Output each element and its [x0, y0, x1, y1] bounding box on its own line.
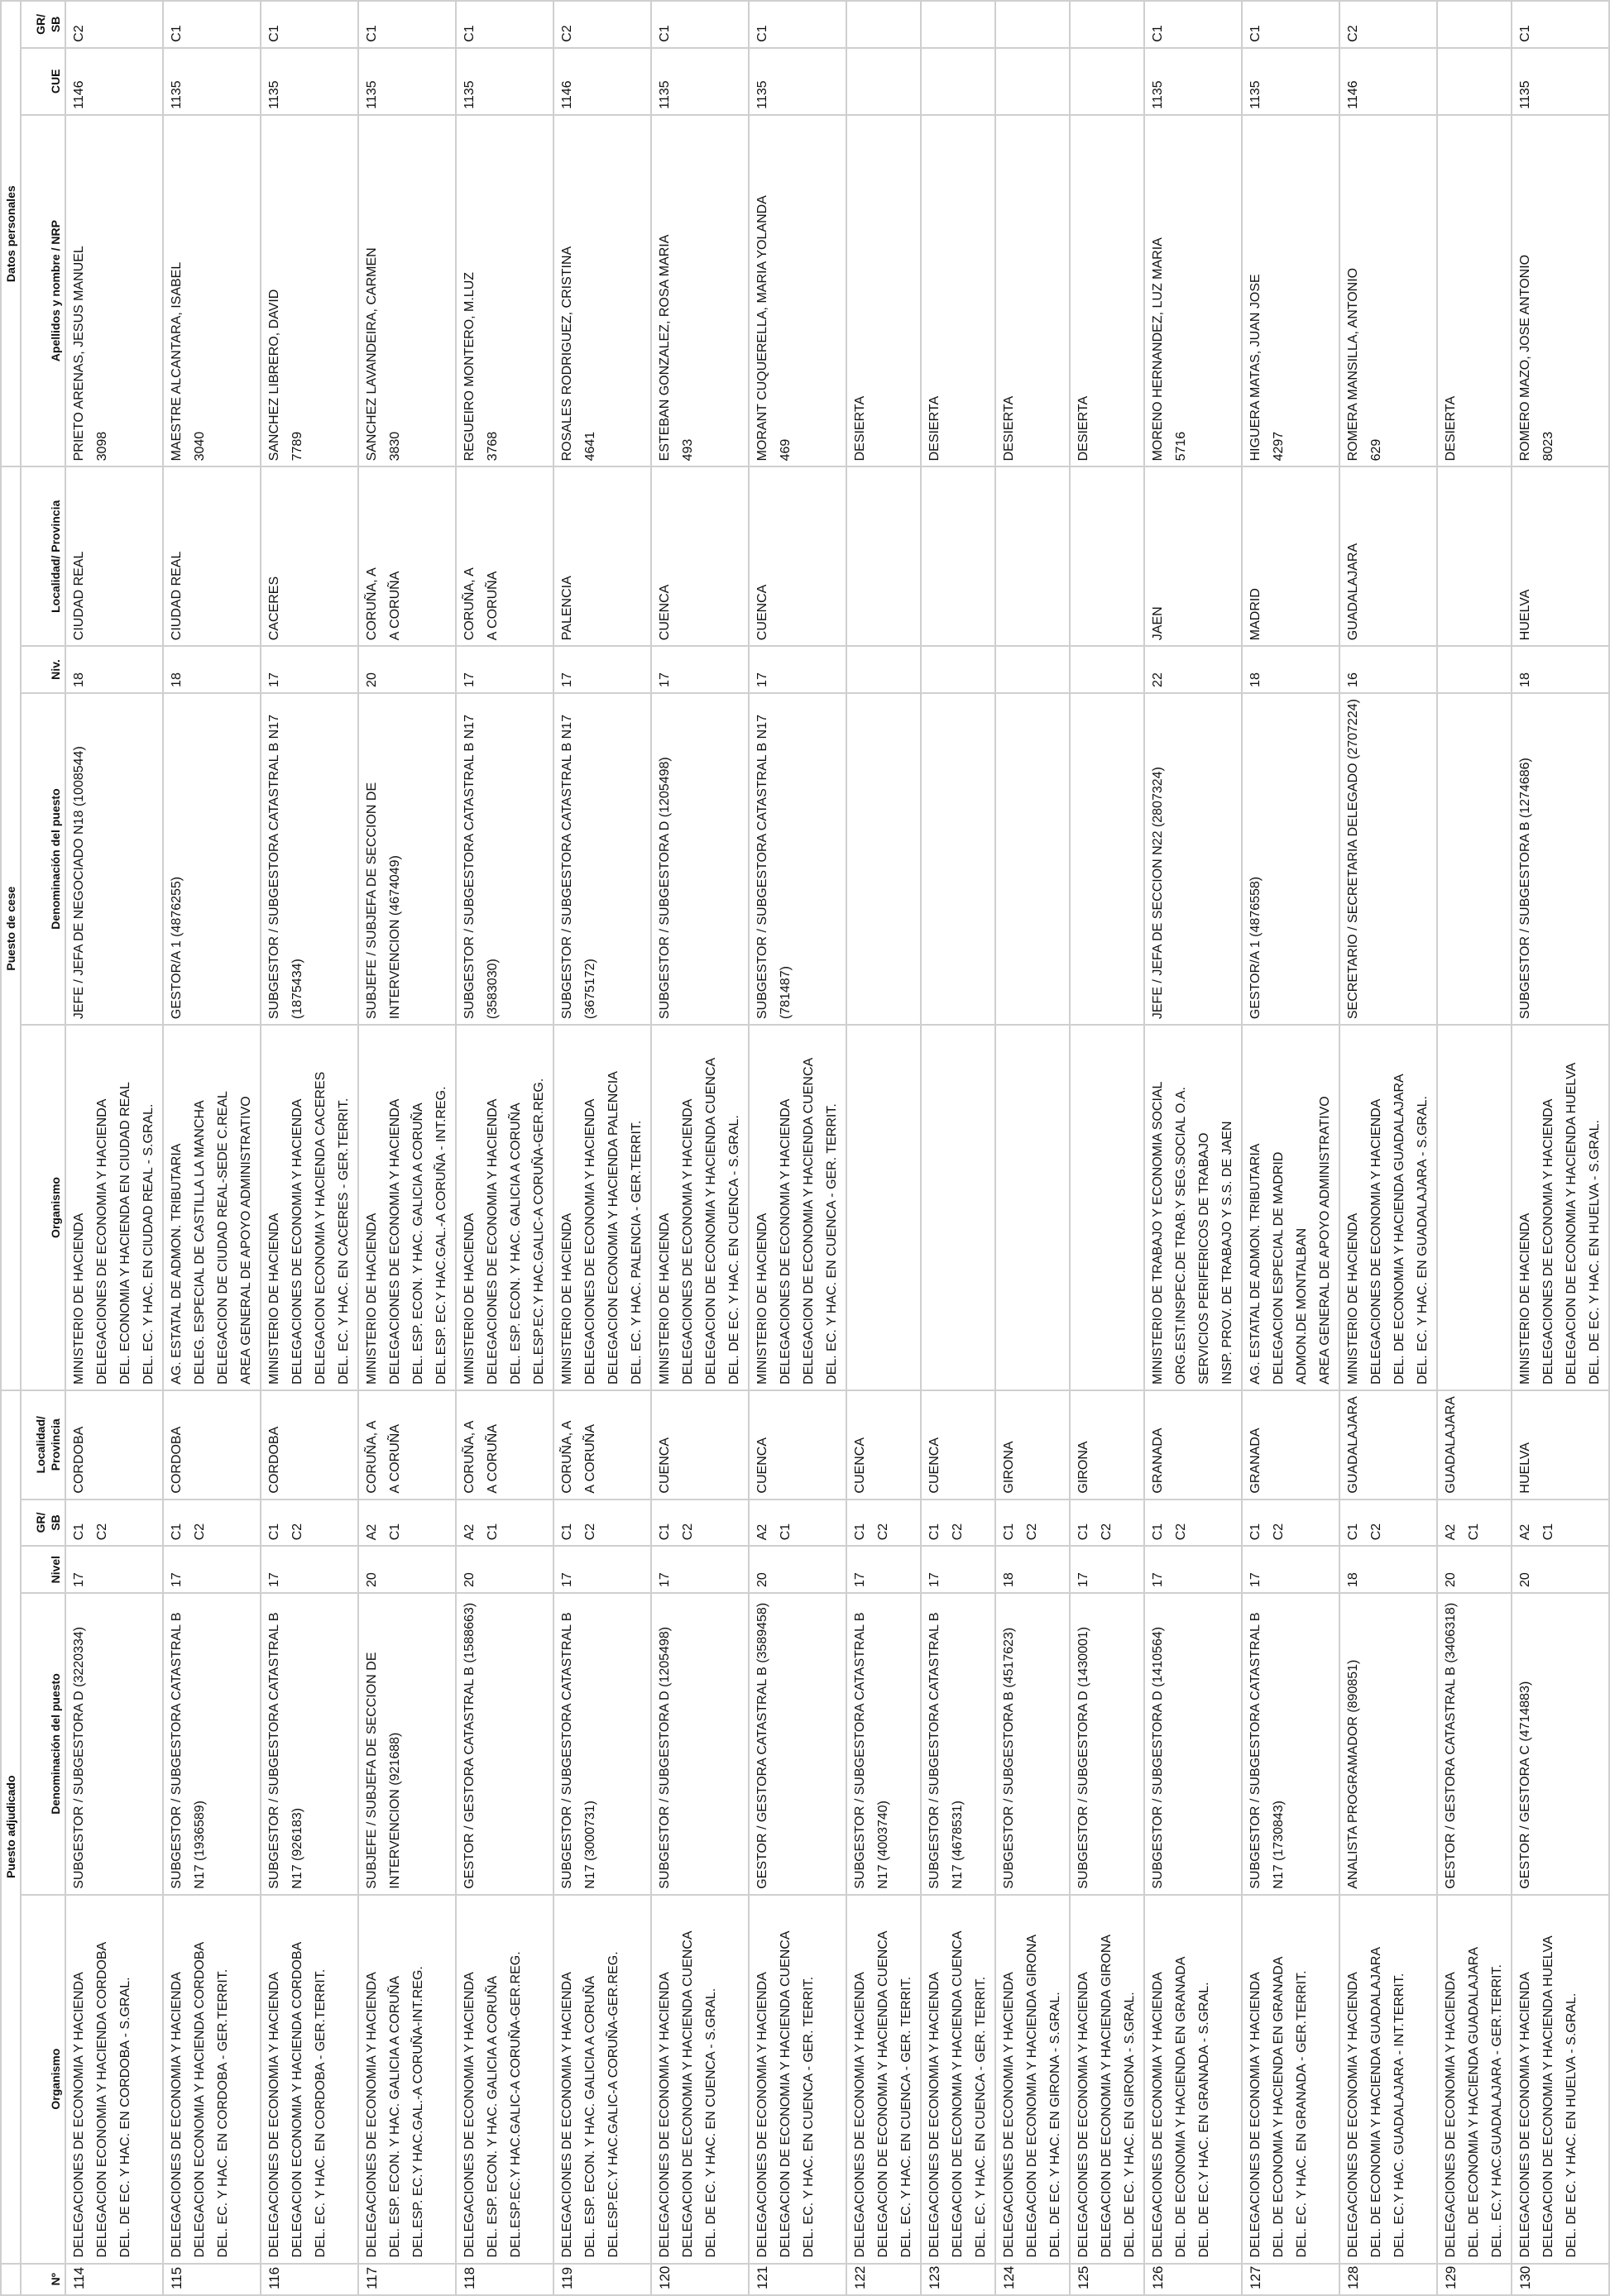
- row-apellidos: DESIERTA: [995, 115, 1070, 467]
- row-num: 126: [1144, 2264, 1242, 2295]
- row-localidad: GRANADA: [1144, 1390, 1242, 1500]
- row-num: 125: [1070, 2264, 1144, 2295]
- row-cue: 1146: [65, 48, 163, 115]
- row-num: 120: [651, 2264, 749, 2295]
- row-denominacion: SUBGESTOR / SUBGESTORA CATASTRAL B N17 (3000731): [553, 1593, 651, 1895]
- col-grsb: GR/ SB: [21, 1500, 65, 1547]
- row-grsb: A2 C1: [456, 1500, 553, 1547]
- row-cese-denominacion: SECRETARIO / SECRETARIA DELEGADO (2707224): [1339, 693, 1437, 1025]
- row-cese-denominacion: [921, 693, 995, 1025]
- row-cese-niv: [995, 646, 1070, 693]
- row-cese-niv: 17: [651, 646, 749, 693]
- row-cese-localidad: HUELVA: [1512, 466, 1609, 646]
- row-cese-denominacion: SUBJEFE / SUBJEFA DE SECCION DE INTERVENCION (4674049): [358, 693, 456, 1025]
- row-localidad: GUADALAJARA: [1339, 1390, 1437, 1500]
- row-apellidos: ROMERA MANSILLA, ANTONIO 629: [1339, 115, 1437, 467]
- row-nivel: 17: [1070, 1546, 1144, 1593]
- row-organismo: DELEGACIONES DE ECONOMIA Y HACIENDA DELEGACION DE ECONOMIA Y HACIENDA CUENCA DEL. EC. Y HAC. EN CUENCA - GER. TERRIT.: [846, 1895, 921, 2264]
- row-cese-localidad: CIUDAD REAL: [163, 466, 261, 646]
- row-cese-localidad: MADRID: [1242, 466, 1339, 646]
- row-cese-niv: 18: [1242, 646, 1339, 693]
- row-cese-denominacion: [1070, 693, 1144, 1025]
- row-grsb2: [846, 1, 921, 48]
- row-localidad: CORDOBA: [65, 1390, 163, 1500]
- row-cue: 1135: [163, 48, 261, 115]
- row-cese-niv: 22: [1144, 646, 1242, 693]
- row-grsb: A2 C1: [1437, 1500, 1512, 1547]
- row-num: 118: [456, 2264, 553, 2295]
- row-cese-niv: 17: [749, 646, 846, 693]
- row-cese-localidad: CUENCA: [651, 466, 749, 646]
- row-localidad: GIRONA: [1070, 1390, 1144, 1500]
- row-cue: 1135: [456, 48, 553, 115]
- row-num: 127: [1242, 2264, 1339, 2295]
- row-cue: 1135: [749, 48, 846, 115]
- row-num: 128: [1339, 2264, 1437, 2295]
- table-row: [846, 1, 921, 2295]
- row-cese-organismo: MINISTERIO DE HACIENDA DELEGACIONES DE ECONOMIA Y HACIENDA DEL. DE ECONOMIA Y HACIENDA GUADALAJARA DEL. EC. Y HAC. EN GUADALAJARA - S.GRAL.: [1339, 1025, 1437, 1390]
- row-cese-organismo: MINISTERIO DE HACIENDA DELEGACIONES DE ECONOMIA Y HACIENDA DEL. ESP. ECON. Y HAC. GALICIA A CORUÑA DEL.ESP.EC.Y HAC.GALIC-A CORUÑA-GER.REG.: [456, 1025, 553, 1390]
- row-cese-organismo: MINISTERIO DE HACIENDA DELEGACIONES DE ECONOMIA Y HACIENDA DELEGACION ECONOMIA Y HACIENDA CACERES DEL. EC. Y HAC. EN CACERES - GER.TERRIT.: [261, 1025, 358, 1390]
- row-localidad: CORUÑA, A A CORUÑA: [456, 1390, 553, 1500]
- row-cese-denominacion: SUBGESTOR / SUBGESTORA CATASTRAL B N17 (1875434): [261, 693, 358, 1025]
- table-row: [1512, 1, 1609, 2295]
- row-grsb: A2 C1: [358, 1500, 456, 1547]
- row-nivel: 17: [651, 1546, 749, 1593]
- table-row: [261, 1, 358, 2295]
- row-cese-organismo: [1070, 1025, 1144, 1390]
- row-denominacion: SUBGESTOR / SUBGESTORA D (1205498): [651, 1593, 749, 1895]
- row-denominacion: SUBGESTOR / SUBGESTORA D (3220334): [65, 1593, 163, 1895]
- row-cese-niv: 18: [65, 646, 163, 693]
- table-row: [1242, 1, 1339, 2295]
- row-grsb: C1 C2: [1070, 1500, 1144, 1547]
- table-row: [995, 1, 1070, 2295]
- row-grsb: C1 C2: [1339, 1500, 1437, 1547]
- row-grsb2: C1: [1242, 1, 1339, 48]
- row-apellidos: MORANT CUQUERELLA, MARIA YOLANDA 469: [749, 115, 846, 467]
- row-organismo: DELEGACIONES DE ECONOMIA Y HACIENDA DEL. DE ECONOMIA Y HACIENDA GUADALAJARA DEL.. EC.Y HAC.GUADALAJARA - GER.TERRIT.: [1437, 1895, 1512, 2264]
- row-cese-niv: [846, 646, 921, 693]
- row-cese-localidad: [1070, 466, 1144, 646]
- row-cese-localidad: CORUÑA, A A CORUÑA: [456, 466, 553, 646]
- row-organismo: DELEGACIONES DE ECONOMIA Y HACIENDA DELEGACION DE ECONOMIA Y HACIENDA HUELVA DEL. DE EC. Y HAC. EN HUELVA - S.GRAL.: [1512, 1895, 1609, 2264]
- row-cese-organismo: AG. ESTATAL DE ADMON. TRIBUTARIA DELEGACION ESPECIAL DE MADRID ADMON.DE MONTALBAN AREA GENERAL DE APOYO ADMINISTRATIVO: [1242, 1025, 1339, 1390]
- row-grsb2: C1: [1512, 1, 1609, 48]
- row-cue: [846, 48, 921, 115]
- row-apellidos: MAESTRE ALCANTARA, ISABEL 3040: [163, 115, 261, 467]
- table-row: [358, 1, 456, 2295]
- row-cese-localidad: CUENCA: [749, 466, 846, 646]
- row-num: 124: [995, 2264, 1070, 2295]
- table-row: [651, 1, 749, 2295]
- row-localidad: CORUÑA, A A CORUÑA: [553, 1390, 651, 1500]
- row-cese-organismo: MINISTERIO DE HACIENDA DELEGACIONES DE ECONOMIA Y HACIENDA DELEGACION DE ECONOMIA Y HACIENDA CUENCA DEL. EC. Y HAC. EN CUENCA - GER. TERRIT.: [749, 1025, 846, 1390]
- row-organismo: DELEGACIONES DE ECONOMIA Y HACIENDA DELEGACION ECONOMIA Y HACIENDA CORDOBA DEL. EC. Y HAC. EN CORDOBA - GER.TERRIT.: [261, 1895, 358, 2264]
- row-nivel: 20: [1512, 1546, 1609, 1593]
- row-apellidos: DESIERTA: [921, 115, 995, 467]
- row-cese-localidad: [846, 466, 921, 646]
- row-num: 123: [921, 2264, 995, 2295]
- row-cese-niv: [1070, 646, 1144, 693]
- row-grsb2: [995, 1, 1070, 48]
- row-localidad: CORUÑA, A A CORUÑA: [358, 1390, 456, 1500]
- row-apellidos: REGUEIRO MONTERO, M.LUZ 3768: [456, 115, 553, 467]
- row-apellidos: ROMERO MAZO, JOSE ANTONIO 8023: [1512, 115, 1609, 467]
- row-organismo: DELEGACIONES DE ECONOMIA Y HACIENDA DELEGACION ECONOMIA Y HACIENDA CORDOBA DEL. EC. Y HAC. EN CORDOBA - GER.TERRIT.: [163, 1895, 261, 2264]
- row-num: 114: [65, 2264, 163, 2295]
- row-cese-organismo: [846, 1025, 921, 1390]
- table-row: [1339, 1, 1437, 2295]
- row-apellidos: DESIERTA: [846, 115, 921, 467]
- row-localidad: GRANADA: [1242, 1390, 1339, 1500]
- table-row: [1144, 1, 1242, 2295]
- col-denominacion: Denominación del puesto: [21, 1593, 65, 1895]
- row-localidad: CUENCA: [921, 1390, 995, 1500]
- row-apellidos: MORENO HERNANDEZ, LUZ MARIA 5716: [1144, 115, 1242, 467]
- row-num: 115: [163, 2264, 261, 2295]
- row-organismo: DELEGACIONES DE ECONOMIA Y HACIENDA DEL. ESP. ECON. Y HAC. GALICIA A CORUÑA DEL.ESP.EC.Y HAC.GALIC-A CORUÑA-GER.REG.: [553, 1895, 651, 2264]
- row-grsb: C1 C2: [1144, 1500, 1242, 1547]
- row-num: 129: [1437, 2264, 1512, 2295]
- row-cese-niv: 17: [261, 646, 358, 693]
- row-cese-localidad: [995, 466, 1070, 646]
- row-grsb2: C1: [651, 1, 749, 48]
- row-cue: [1070, 48, 1144, 115]
- row-grsb: A2 C1: [1512, 1500, 1609, 1547]
- row-cese-organismo: [921, 1025, 995, 1390]
- row-grsb: C1 C2: [553, 1500, 651, 1547]
- row-nivel: 20: [358, 1546, 456, 1593]
- row-apellidos: SANCHEZ LAVANDEIRA, CARMEN 3830: [358, 115, 456, 467]
- row-cese-localidad: GUADALAJARA: [1339, 466, 1437, 646]
- row-grsb2: C1: [456, 1, 553, 48]
- table-row: [921, 1, 995, 2295]
- table-row: [553, 1, 651, 2295]
- row-grsb2: [1070, 1, 1144, 48]
- row-denominacion: GESTOR / GESTORA CATASTRAL B (3406318): [1437, 1593, 1512, 1895]
- row-grsb2: C2: [553, 1, 651, 48]
- table-row: [749, 1, 846, 2295]
- row-cese-organismo: AG. ESTATAL DE ADMON. TRIBUTARIA DELEG. ESPECIAL DE CASTILLA LA MANCHA DELEGACION DE CIUDAD REAL-SEDE C.REAL AREA GENERAL DE APOYO ADMINISTRATIVO: [163, 1025, 261, 1390]
- row-cese-niv: 17: [553, 646, 651, 693]
- row-nivel: 18: [995, 1546, 1070, 1593]
- row-grsb2: [921, 1, 995, 48]
- row-cue: 1146: [1339, 48, 1437, 115]
- row-localidad: CUENCA: [846, 1390, 921, 1500]
- table-row: [65, 1, 163, 2295]
- row-cue: [1437, 48, 1512, 115]
- table-row: [1070, 1, 1144, 2295]
- row-organismo: DELEGACIONES DE ECONOMIA Y HACIENDA DELEGACION DE ECONOMIA Y HACIENDA CUENCA DEL. EC. Y HAC. EN CUENCA - GER. TERRIT.: [921, 1895, 995, 2264]
- row-cue: 1135: [1144, 48, 1242, 115]
- row-cue: [995, 48, 1070, 115]
- row-localidad: HUELVA: [1512, 1390, 1609, 1500]
- col-cese-organismo: Organismo: [21, 1025, 65, 1390]
- row-denominacion: ANALISTA PROGRAMADOR (890851): [1339, 1593, 1437, 1895]
- row-num: 117: [358, 2264, 456, 2295]
- row-organismo: DELEGACIONES DE ECONOMIA Y HACIENDA DELEGACION DE ECONOMIA Y HACIENDA CUENCA DEL. EC. Y HAC. EN CUENCA - GER. TERRIT.: [749, 1895, 846, 2264]
- table-row: [456, 1, 553, 2295]
- row-cue: 1135: [651, 48, 749, 115]
- row-apellidos: ESTEBAN GONZALEZ, ROSA MARIA 493: [651, 115, 749, 467]
- row-nivel: 17: [261, 1546, 358, 1593]
- row-grsb2: C1: [358, 1, 456, 48]
- row-localidad: GIRONA: [995, 1390, 1070, 1500]
- row-denominacion: SUBGESTOR / SUBGESTORA D (1430001): [1070, 1593, 1144, 1895]
- row-nivel: 17: [921, 1546, 995, 1593]
- row-cese-localidad: [921, 466, 995, 646]
- row-apellidos: SANCHEZ LIBRERO, DAVID 7789: [261, 115, 358, 467]
- row-cese-organismo: [995, 1025, 1070, 1390]
- row-cese-niv: 17: [456, 646, 553, 693]
- group-personales: Datos personales: [1, 1, 21, 466]
- row-cese-niv: 18: [163, 646, 261, 693]
- col-cue: CUE: [21, 48, 65, 115]
- row-localidad: CUENCA: [651, 1390, 749, 1500]
- row-cese-denominacion: SUBGESTOR / SUBGESTORA CATASTRAL B N17 (3675172): [553, 693, 651, 1025]
- table-row: [163, 1, 261, 2295]
- row-grsb: C1 C2: [921, 1500, 995, 1547]
- row-cese-organismo: MINISTERIO DE HACIENDA DELEGACIONES DE ECONOMIA Y HACIENDA DEL. ESP. ECON. Y HAC. GALICIA A CORUÑA DEL.ESP. EC.Y HAC.GAL.-A CORUÑA - INT.REG.: [358, 1025, 456, 1390]
- row-num: 121: [749, 2264, 846, 2295]
- row-cese-localidad: PALENCIA: [553, 466, 651, 646]
- row-denominacion: GESTOR / GESTORA CATASTRAL B (3589458): [749, 1593, 846, 1895]
- row-cue: 1135: [1512, 48, 1609, 115]
- row-cese-niv: 18: [1512, 646, 1609, 693]
- row-grsb: C1 C2: [65, 1500, 163, 1547]
- row-cese-localidad: CORUÑA, A A CORUÑA: [358, 466, 456, 646]
- group-adjudicado: Puesto adjudicado: [1, 1390, 21, 2264]
- row-grsb: C1 C2: [651, 1500, 749, 1547]
- row-apellidos: PRIETO ARENAS, JESUS MANUEL 3098: [65, 115, 163, 467]
- row-nivel: 17: [553, 1546, 651, 1593]
- row-grsb: C1 C2: [1242, 1500, 1339, 1547]
- row-cese-denominacion: [846, 693, 921, 1025]
- row-localidad: CORDOBA: [163, 1390, 261, 1500]
- row-denominacion: SUBGESTOR / SUBGESTORA CATASTRAL B N17 (1730843): [1242, 1593, 1339, 1895]
- row-denominacion: SUBGESTOR / SUBGESTORA CATASTRAL B N17 (4678531): [921, 1593, 995, 1895]
- row-grsb2: C1: [1144, 1, 1242, 48]
- row-grsb2: C1: [749, 1, 846, 48]
- row-localidad: GUADALAJARA: [1437, 1390, 1512, 1500]
- row-nivel: 17: [65, 1546, 163, 1593]
- row-cese-niv: 20: [358, 646, 456, 693]
- row-cue: 1135: [261, 48, 358, 115]
- row-cese-niv: 16: [1339, 646, 1437, 693]
- row-apellidos: DESIERTA: [1070, 115, 1144, 467]
- row-denominacion: SUBGESTOR / SUBGESTORA CATASTRAL B N17 (4003740): [846, 1593, 921, 1895]
- row-nivel: 17: [846, 1546, 921, 1593]
- row-cese-denominacion: [1437, 693, 1512, 1025]
- row-cese-organismo: [1437, 1025, 1512, 1390]
- row-organismo: DELEGACIONES DE ECONOMIA Y HACIENDA DELEGACION DE ECONOMIA Y HACIENDA GIRONA DEL. DE EC. Y HAC. EN GIRONA - S.GRAL.: [995, 1895, 1070, 2264]
- row-cese-organismo: MINISTERIO DE HACIENDA DELEGACIONES DE ECONOMIA Y HACIENDA DEL. ECONOMIA Y HACIENDA EN CIUDAD REAL DEL. EC. Y HAC. EN CIUDAD REAL - S.GRAL.: [65, 1025, 163, 1390]
- row-cese-denominacion: SUBGESTOR / SUBGESTORA B (1274686): [1512, 693, 1609, 1025]
- row-num: 130: [1512, 2264, 1609, 2295]
- row-apellidos: DESIERTA: [1437, 115, 1512, 467]
- row-organismo: DELEGACIONES DE ECONOMIA Y HACIENDA DELEGACION DE ECONOMIA Y HACIENDA CUENCA DEL. DE EC. Y HAC. EN CUENCA - S.GRAL.: [651, 1895, 749, 2264]
- col-num: Nº: [21, 2264, 65, 2295]
- row-organismo: DELEGACIONES DE ECONOMIA Y HACIENDA DELEGACION DE ECONOMIA Y HACIENDA GIRONA DEL. DE EC. Y HAC. EN GIRONA - S.GRAL.: [1070, 1895, 1144, 2264]
- row-nivel: 17: [1242, 1546, 1339, 1593]
- col-cese-localidad: Localidad/ Provincia: [21, 466, 65, 646]
- row-grsb: C1 C2: [163, 1500, 261, 1547]
- row-num: 119: [553, 2264, 651, 2295]
- col-cese-denominacion: Denominación del puesto: [21, 693, 65, 1025]
- row-grsb2: C2: [65, 1, 163, 48]
- row-cue: 1135: [358, 48, 456, 115]
- row-denominacion: SUBGESTOR / SUBGESTORA CATASTRAL B N17 (926183): [261, 1593, 358, 1895]
- table-body: [65, 1, 1609, 2295]
- row-nivel: 17: [1144, 1546, 1242, 1593]
- row-cese-denominacion: [995, 693, 1070, 1025]
- row-cese-localidad: [1437, 466, 1512, 646]
- row-localidad: CORDOBA: [261, 1390, 358, 1500]
- row-cue: [921, 48, 995, 115]
- row-nivel: 20: [749, 1546, 846, 1593]
- row-cese-denominacion: JEFE / JEFA DE NEGOCIADO N18 (1008544): [65, 693, 163, 1025]
- row-cese-organismo: MINISTERIO DE HACIENDA DELEGACIONES DE ECONOMIA Y HACIENDA DELEGACION ECONOMIA Y HACIENDA PALENCIA DEL. EC. Y HAC. PALENCIA - GER.TERRIT.: [553, 1025, 651, 1390]
- row-organismo: DELEGACIONES DE ECONOMIA Y HACIENDA DEL. ESP. ECON. Y HAC. GALICIA A CORUÑA DEL.ESP. EC.Y HAC.GAL.-A CORUÑA-INT.REG.: [358, 1895, 456, 2264]
- row-grsb2: C1: [261, 1, 358, 48]
- row-grsb2: C2: [1339, 1, 1437, 48]
- row-cese-denominacion: SUBGESTOR / SUBGESTORA CATASTRAL B N17 (3583030): [456, 693, 553, 1025]
- row-cue: 1135: [1242, 48, 1339, 115]
- row-denominacion: SUBGESTOR / SUBGESTORA D (1410564): [1144, 1593, 1242, 1895]
- row-num: 122: [846, 2264, 921, 2295]
- row-cese-organismo: MINISTERIO DE HACIENDA DELEGACIONES DE ECONOMIA Y HACIENDA DELEGACION DE ECONOMIA Y HACIENDA HUELVA DEL. DE EC. Y HAC. EN HUELVA - S.GRAL.: [1512, 1025, 1609, 1390]
- row-cese-localidad: CACERES: [261, 466, 358, 646]
- row-organismo: DELEGACIONES DE ECONOMIA Y HACIENDA DEL. DE ECONOMIA Y HACIENDA GUADALAJARA DEL. EC.Y HAC. GUADALAJARA - INT.TERRIT.: [1339, 1895, 1437, 2264]
- row-cese-niv: [921, 646, 995, 693]
- row-cese-localidad: JAEN: [1144, 466, 1242, 646]
- row-apellidos: ROSALES RODRIGUEZ, CRISTINA 4641: [553, 115, 651, 467]
- row-denominacion: GESTOR / GESTORA C (4714883): [1512, 1593, 1609, 1895]
- table-row: [1437, 1, 1512, 2295]
- row-cese-niv: [1437, 646, 1512, 693]
- row-grsb: A2 C1: [749, 1500, 846, 1547]
- row-nivel: 20: [456, 1546, 553, 1593]
- row-cese-denominacion: SUBGESTOR / SUBGESTORA D (1205498): [651, 693, 749, 1025]
- row-organismo: DELEGACIONES DE ECONOMIA Y HACIENDA DEL. DE ECONOMIA Y HACIENDA EN GRANADA DEL. EC. Y HAC. EN GRANADA - GER.TERRIT.: [1242, 1895, 1339, 2264]
- row-grsb: C1 C2: [995, 1500, 1070, 1547]
- row-organismo: DELEGACIONES DE ECONOMIA Y HACIENDA DEL. ESP. ECON. Y HAC. GALICIA A CORUÑA DEL.ESP.EC.Y HAC.GALIC-A CORUÑA-GER.REG.: [456, 1895, 553, 2264]
- row-nivel: 20: [1437, 1546, 1512, 1593]
- row-apellidos: HIGUERA MATAS, JUAN JOSE 4297: [1242, 115, 1339, 467]
- row-denominacion: SUBJEFE / SUBJEFA DE SECCION DE INTERVENCION (921688): [358, 1593, 456, 1895]
- row-num: 116: [261, 2264, 358, 2295]
- row-nivel: 17: [163, 1546, 261, 1593]
- col-apellidos: Apellidos y nombre / NRP: [21, 115, 65, 467]
- col-organismo: Organismo: [21, 1895, 65, 2264]
- group-empty: [1, 2264, 21, 2295]
- group-cese: Puesto de cese: [1, 466, 21, 1390]
- col-nivel: Nivel: [21, 1546, 65, 1593]
- row-cese-denominacion: GESTOR/A 1 (4876558): [1242, 693, 1339, 1025]
- row-cue: 1146: [553, 48, 651, 115]
- row-cese-organismo: MINISTERIO DE HACIENDA DELEGACIONES DE ECONOMIA Y HACIENDA DELEGACION DE ECONOMIA Y HACIENDA CUENCA DEL. DE EC. Y HAC. EN CUENCA - S.GRAL.: [651, 1025, 749, 1390]
- row-denominacion: SUBGESTOR / SUBGESTORA CATASTRAL B N17 (1936589): [163, 1593, 261, 1895]
- row-grsb: C1 C2: [846, 1500, 921, 1547]
- row-cese-localidad: CIUDAD REAL: [65, 466, 163, 646]
- row-cese-denominacion: SUBGESTOR / SUBGESTORA CATASTRAL B N17 (781487): [749, 693, 846, 1025]
- row-grsb2: C1: [163, 1, 261, 48]
- row-organismo: DELEGACIONES DE ECONOMIA Y HACIENDA DELEGACION ECONOMIA Y HACIENDA CORDOBA DEL. DE EC. Y HAC. EN CORDOBA - S.GRAL.: [65, 1895, 163, 2264]
- row-cese-denominacion: JEFE / JEFA DE SECCION N22 (2807324): [1144, 693, 1242, 1025]
- col-grsb2: GR/ SB: [21, 1, 65, 48]
- col-cese-niv: Niv.: [21, 646, 65, 693]
- col-localidad: Localidad/ Provincia: [21, 1390, 65, 1500]
- row-denominacion: GESTOR / GESTORA CATASTRAL B (1588663): [456, 1593, 553, 1895]
- row-denominacion: SUBGESTOR / SUBGESTORA B (4517623): [995, 1593, 1070, 1895]
- row-cese-denominacion: GESTOR/A 1 (4876255): [163, 693, 261, 1025]
- row-grsb2: [1437, 1, 1512, 48]
- row-localidad: CUENCA: [749, 1390, 846, 1500]
- row-grsb: C1 C2: [261, 1500, 358, 1547]
- row-nivel: 18: [1339, 1546, 1437, 1593]
- row-cese-organismo: MINISTERIO DE TRABAJO Y ECONOMIA SOCIAL ORG.EST.INSPEC.DE TRAB.Y SEG.SOCIAL O.A. SERVICIOS PERIFERICOS DE TRABAJO INSP. PROV. DE TRABAJO Y S.S. DE JAEN: [1144, 1025, 1242, 1390]
- row-organismo: DELEGACIONES DE ECONOMIA Y HACIENDA DEL. DE ECONOMIA Y HACIENDA EN GRANADA DEL. DE EC.Y HAC. EN GRANADA - S.GRAL.: [1144, 1895, 1242, 2264]
